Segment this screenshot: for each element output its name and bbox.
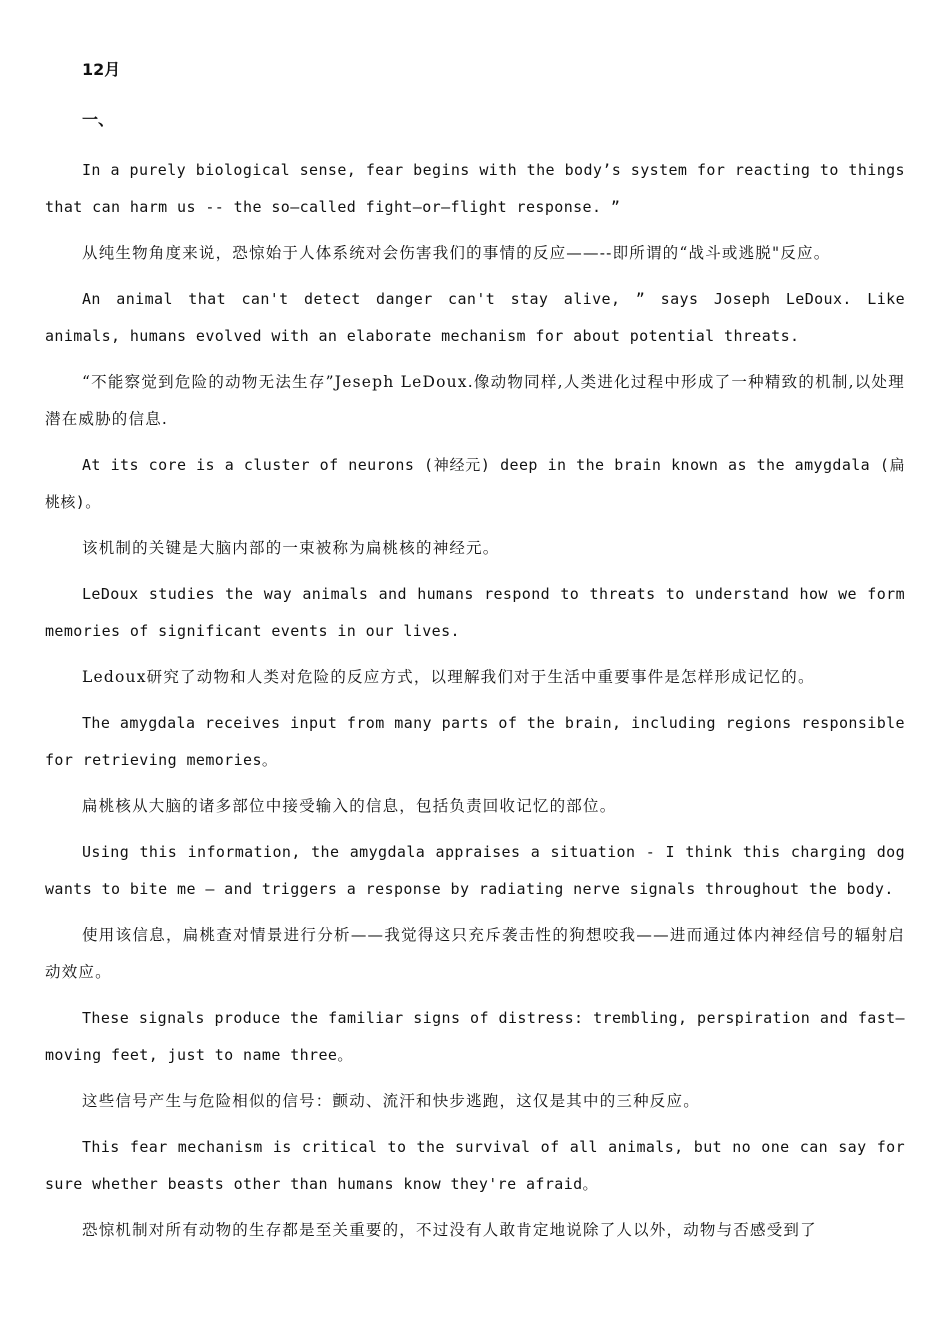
chinese-paragraph: Ledoux研究了动物和人类对危险的反应方式，以理解我们对于生活中重要事件是怎样形成记忆的。: [82, 668, 815, 686]
chinese-paragraph: “不能察觉到危险的动物无法生存”Jeseph LeDoux.像动物同样,人类进化过程中形成了一种精致的机制,以处理潜在威胁的信息.: [45, 373, 905, 428]
english-paragraph: At its core is a cluster of neurons (神经元) deep in the brain known as the amygdala (扁桃核)。: [45, 456, 905, 511]
section-heading: 一、: [82, 110, 115, 129]
chinese-paragraph: 该机制的关键是大脑内部的一束被称为扁桃核的神经元。: [82, 539, 500, 557]
chinese-paragraph: 使用该信息，扁桃查对情景进行分析——我觉得这只充斥袭击性的狗想咬我——进而通过体内神经信号的辐射启动效应。: [45, 926, 905, 981]
english-paragraph: LeDoux studies the way animals and humans respond to threats to understand how we form memories of significant events in our lives.: [45, 585, 905, 640]
chinese-paragraph: 这些信号产生与危险相似的信号：颤动、流汗和快步逃跑，这仅是其中的三种反应。: [82, 1092, 700, 1110]
english-paragraph: The amygdala receives input from many parts of the brain, including regions responsible for retrieving memories。: [45, 714, 905, 769]
english-paragraph: In a purely biological sense, fear begins with the body’s system for reacting to things that can harm us -- the so—called fight—or—flight response. ”: [45, 161, 905, 216]
chinese-paragraph: 从纯生物角度来说，恐惊始于人体系统对会伤害我们的事情的反应——--即所谓的“战斗或逃脱"反应。: [82, 244, 831, 262]
english-paragraph: Using this information, the amygdala appraises a situation - I think this charging dog wants to bite me — and triggers a response by radiating nerve signals throughout the body.: [45, 843, 905, 898]
chinese-paragraph: 扁桃核从大脑的诸多部位中接受输入的信息，包括负责回收记忆的部位。: [82, 797, 617, 815]
english-paragraph: This fear mechanism is critical to the survival of all animals, but no one can say for sure whether beasts other than humans know they're afraid。: [45, 1138, 905, 1193]
month-heading: 12月: [82, 60, 121, 79]
document-page: [45, 58, 905, 1258]
chinese-paragraph: 恐惊机制对所有动物的生存都是至关重要的，不过没有人敢肯定地说除了人以外，动物与否感受到了: [82, 1221, 817, 1239]
english-paragraph: An animal that can't detect danger can't stay alive, ” says Joseph LeDoux. Like animals, humans evolved with an elaborate mechanism for about potential threats.: [45, 290, 905, 345]
english-paragraph: These signals produce the familiar signs of distress: trembling, perspiration and fast—moving feet, just to name three。: [45, 1009, 905, 1064]
